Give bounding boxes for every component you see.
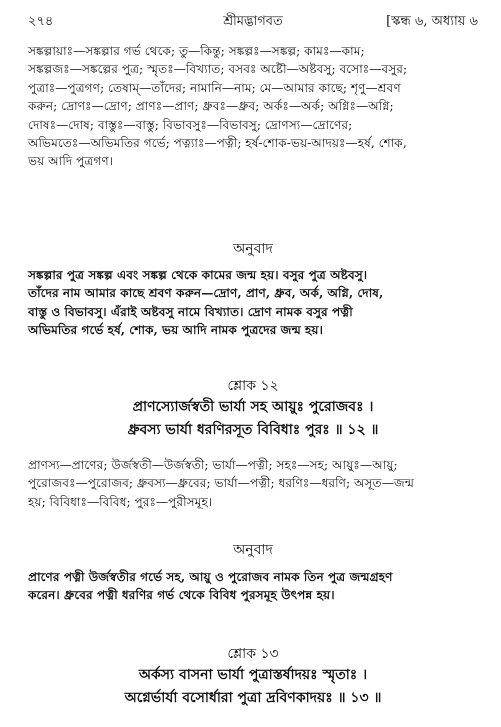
- verse-12-heading: শ্লোক ১২: [227, 378, 279, 394]
- translation-heading-1: অনুবাদ: [233, 241, 273, 257]
- chapter-reference: [স্কন্ধ ৬, অধ্যায় ৬: [386, 14, 478, 29]
- synonyms-block-2: [28, 456, 478, 511]
- synonyms-line: অভিমতেঃ—অভিমতির গর্ভে; পত্ন্যাঃ—পত্নী; হর্ষ-শোক-ভয়-আদয়ঃ—হর্ষ, শোক,: [28, 136, 407, 151]
- synonyms-line: সঙ্কল্পজঃ—সঙ্কল্পের পুত্র; স্মৃতঃ—বিখ্যাত; বসবঃ অষ্টৌ—অষ্টবসু; বসোঃ—বসুর;: [28, 62, 408, 77]
- translation-line: করেন। ধ্রুবের পত্নী ধরণির গর্ভ থেকে বিবিধ পুরসমূহ উৎপন্ন হয়।: [28, 588, 335, 603]
- verse-line: অর্কস্য বাসনা ভার্যা পুত্রাস্তর্ষাদয়ঃ স্মৃতাঃ ।: [138, 667, 368, 683]
- page-header: [28, 12, 478, 32]
- synonyms-line: ভয় আদি পুত্রগণ।: [28, 154, 114, 169]
- verse-line: অগ্নের্ভার্যা বসোর্ধারা পুত্রা দ্রবিণকাদয়ঃ ॥ ১৩ ॥: [124, 690, 382, 706]
- verse-13-text: [28, 664, 478, 710]
- translation-block-1: [28, 266, 478, 340]
- synonyms-block-1: [28, 42, 478, 171]
- translation-heading-2: অনুবাদ: [233, 542, 273, 558]
- translation-line: তাঁদের নাম আমার কাছে শ্রবণ করুন—দ্রোণ, প্রাণ, ধ্রুব, অর্ক, অগ্নি, দোষ,: [28, 286, 384, 301]
- synonyms-line: পুত্রাঃ—পুত্রগণ; তেষাম্—তাঁদের; নামানি—নাম; মে—আমার কাছে; শৃণু—শ্রবণ: [28, 80, 401, 95]
- synonyms-line: হয়; বিবিধাঃ—বিবিধ; পুরঃ—পুরীসমূহ।: [28, 494, 213, 509]
- synonyms-line: করুন; দ্রোণঃ—দ্রোণ; প্রাণঃ—প্রাণ; ধ্রুবঃ—ধ্রুব; অর্কঃ—অর্ক; অগ্নিঃ—অগ্নি;: [28, 99, 394, 114]
- verse-line: প্রাণস্যোর্জস্বতী ভার্যা সহ আয়ুঃ পুরোজবঃ ।: [132, 399, 374, 415]
- translation-line: বাস্তু ও বিভাবসু। এঁরাই অষ্টবসু নামে বিখ্যাত। দ্রোণ নামক বসুর পত্নী: [28, 304, 353, 319]
- verse-12-text: [28, 396, 478, 442]
- synonyms-line: পুরোজবঃ—পুরোজব; ধ্রুবস্য—ধ্রুবের; ভার্যা—পত্নী; ধরণিঃ—ধরণি; অসূত—জন্ম: [28, 476, 415, 491]
- book-page: [28, 12, 478, 717]
- synonyms-line: সঙ্কল্পায়াঃ—সঙ্কল্পার গর্ভ থেকে; তু—কিন্তু; সঙ্কল্পঃ—সঙ্কল্প; কামঃ—কাম;: [28, 44, 365, 58]
- translation-line: অভিমতির গর্ভে হর্ষ, শোক, ভয় আদি নামক পুত্রদের জন্ম হয়।: [28, 323, 323, 338]
- translation-line: সঙ্কল্পার পুত্র সঙ্কল্প এবং সঙ্কল্প থেকে কামের জন্ম হয়। বসুর পুত্র অষ্টবসু।: [28, 268, 368, 282]
- book-title: শ্রীমদ্ভাগবত: [223, 14, 283, 29]
- translation-block-2: [28, 568, 478, 605]
- translation-line: প্রাণের পত্নী উর্জস্বতীর গর্ভে সহ, আয়ু ও পুরোজব নামক তিন পুত্র জন্মগ্রহণ: [28, 570, 393, 584]
- page-number: ২৭৪: [28, 14, 54, 29]
- verse-line: ধ্রুবস্য ভার্যা ধরণিরসূত বিবিধাঃ পুরঃ ॥ ১২ ॥: [127, 422, 379, 438]
- synonyms-line: দোষঃ—দোষ; বাস্তুঃ—বাস্তু; বিভাবসুঃ—বিভাবসু; দ্রোণস্য—দ্রোণের;: [28, 117, 353, 132]
- synonyms-line: প্রাণস্য—প্রাণের; উর্জস্বতী—উর্জস্বতী; ভার্যা—পত্নী; সহঃ—সহ; আয়ুঃ—আয়ু;: [28, 458, 398, 472]
- verse-13-heading: শ্লোক ১৩: [227, 646, 279, 662]
